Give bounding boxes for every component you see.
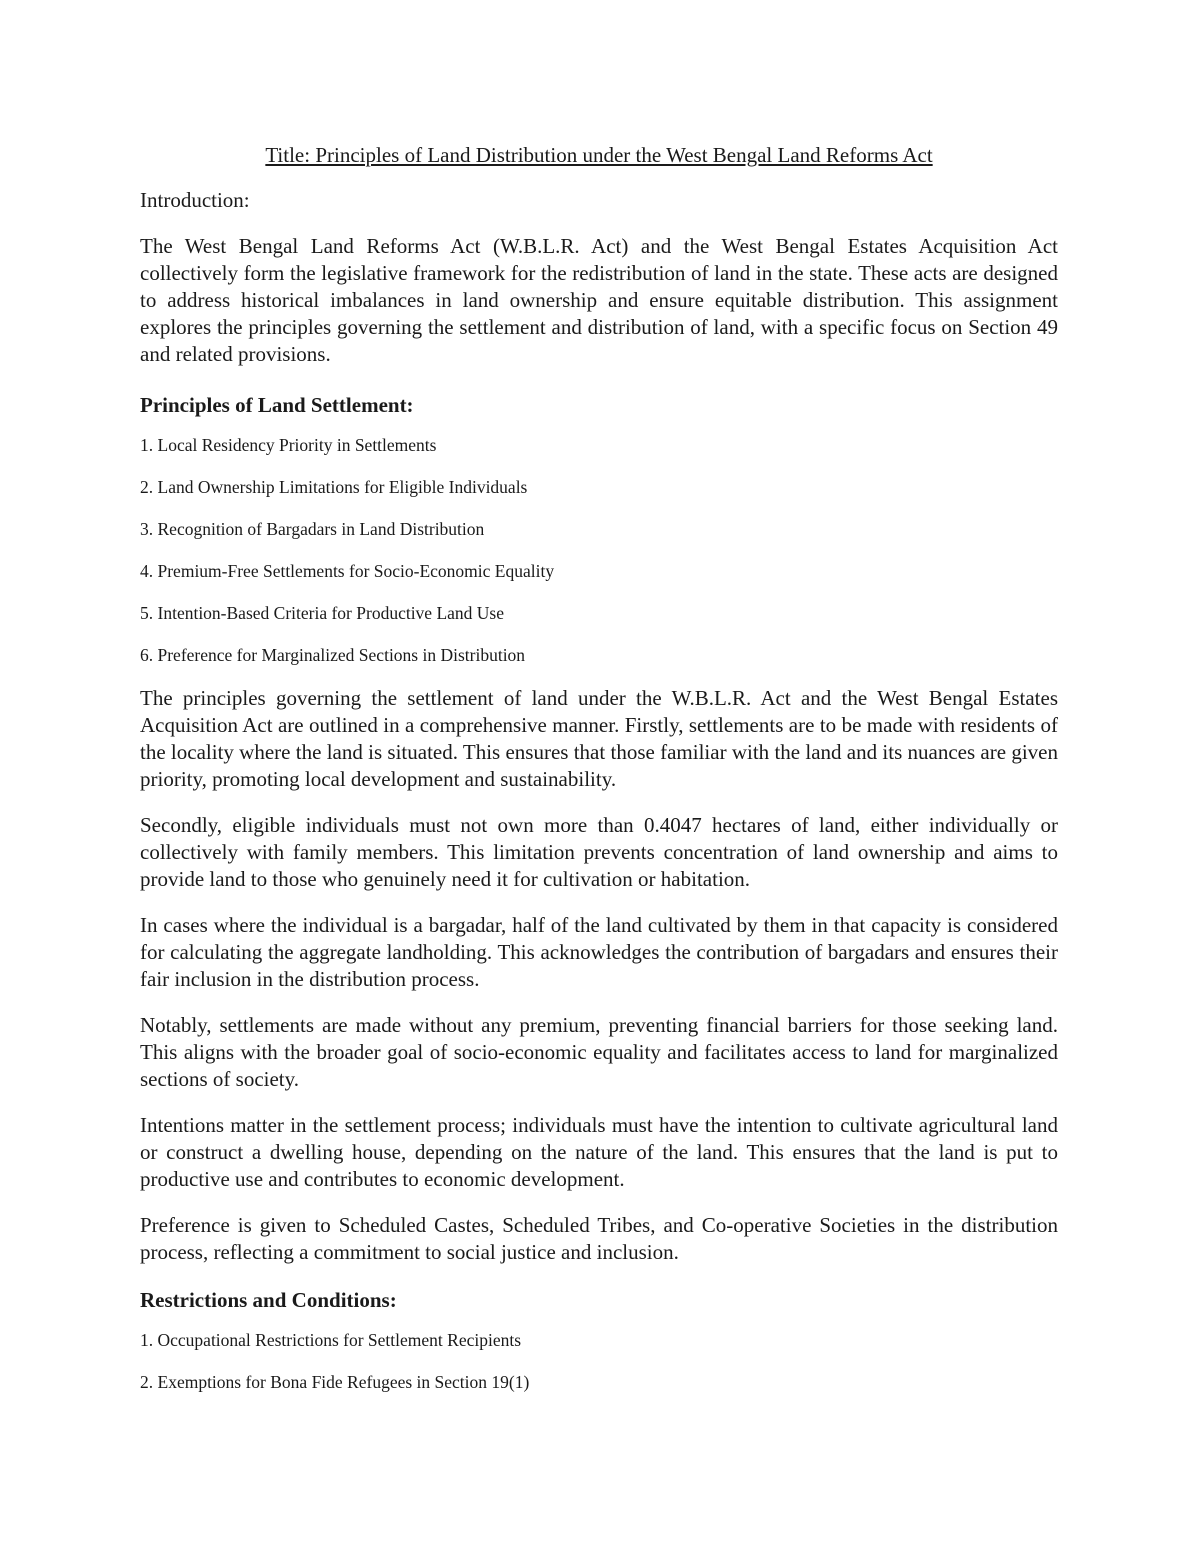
list-item: 1. Local Residency Priority in Settlements: [140, 435, 437, 455]
body-paragraph: Notably, settlements are made without any premium, preventing financial barriers for those seeking land. This aligns with the broader goal of socio-economic equality and facilitates access to land for marginalized sections of society.: [140, 1013, 1058, 1091]
document-page: [140, 140, 1058, 1412]
introduction-label: Introduction:: [140, 188, 250, 212]
section-heading-principles: Principles of Land Settlement:: [140, 393, 414, 417]
list-item: 5. Intention-Based Criteria for Productive Land Use: [140, 603, 504, 623]
body-paragraph: Secondly, eligible individuals must not own more than 0.4047 hectares of land, either individually or collectively with family members. This limitation prevents concentration of land ownership and aims to provide land to those who genuinely need it for cultivation or habitation.: [140, 813, 1058, 891]
principles-list: [140, 433, 1058, 667]
list-item: 6. Preference for Marginalized Sections in Distribution: [140, 645, 526, 665]
list-item: 2. Exemptions for Bona Fide Refugees in Section 19(1): [140, 1372, 530, 1392]
restrictions-list: [140, 1328, 1058, 1394]
section-heading-restrictions: Restrictions and Conditions:: [140, 1288, 397, 1312]
list-item: 3. Recognition of Bargadars in Land Distribution: [140, 519, 485, 539]
list-item: 2. Land Ownership Limitations for Eligible Individuals: [140, 477, 528, 497]
body-paragraph: Intentions matter in the settlement process; individuals must have the intention to cultivate agricultural land or construct a dwelling house, depending on the nature of the land. This ensures that the land is put to productive use and contributes to economic development.: [140, 1113, 1058, 1191]
list-item: 1. Occupational Restrictions for Settlement Recipients: [140, 1330, 522, 1350]
body-paragraph: In cases where the individual is a bargadar, half of the land cultivated by them in that capacity is considered for calculating the aggregate landholding. This acknowledges the contribution of bargadars and ensures their fair inclusion in the distribution process.: [140, 913, 1058, 991]
body-paragraph: The principles governing the settlement of land under the W.B.L.R. Act and the West Bengal Estates Acquisition Act are outlined in a comprehensive manner. Firstly, settlements are to be made with residents of the locality where the land is situated. This ensures that those familiar with the land and its nuances are given priority, promoting local development and sustainability.: [140, 686, 1058, 791]
introduction-paragraph: The West Bengal Land Reforms Act (W.B.L.R. Act) and the West Bengal Estates Acquisition Act collectively form the legislative framework for the redistribution of land in the state. These acts are designed to address historical imbalances in land ownership and ensure equitable distribution. This assignment explores the principles governing the settlement and distribution of land, with a specific focus on Section 49 and related provisions.: [140, 234, 1058, 366]
list-item: 4. Premium-Free Settlements for Socio-Economic Equality: [140, 561, 555, 581]
body-paragraph: Preference is given to Scheduled Castes, Scheduled Tribes, and Co-operative Societies in the distribution process, reflecting a commitment to social justice and inclusion.: [140, 1213, 1058, 1264]
document-title: Title: Principles of Land Distribution under the West Bengal Land Reforms Act: [265, 143, 933, 167]
